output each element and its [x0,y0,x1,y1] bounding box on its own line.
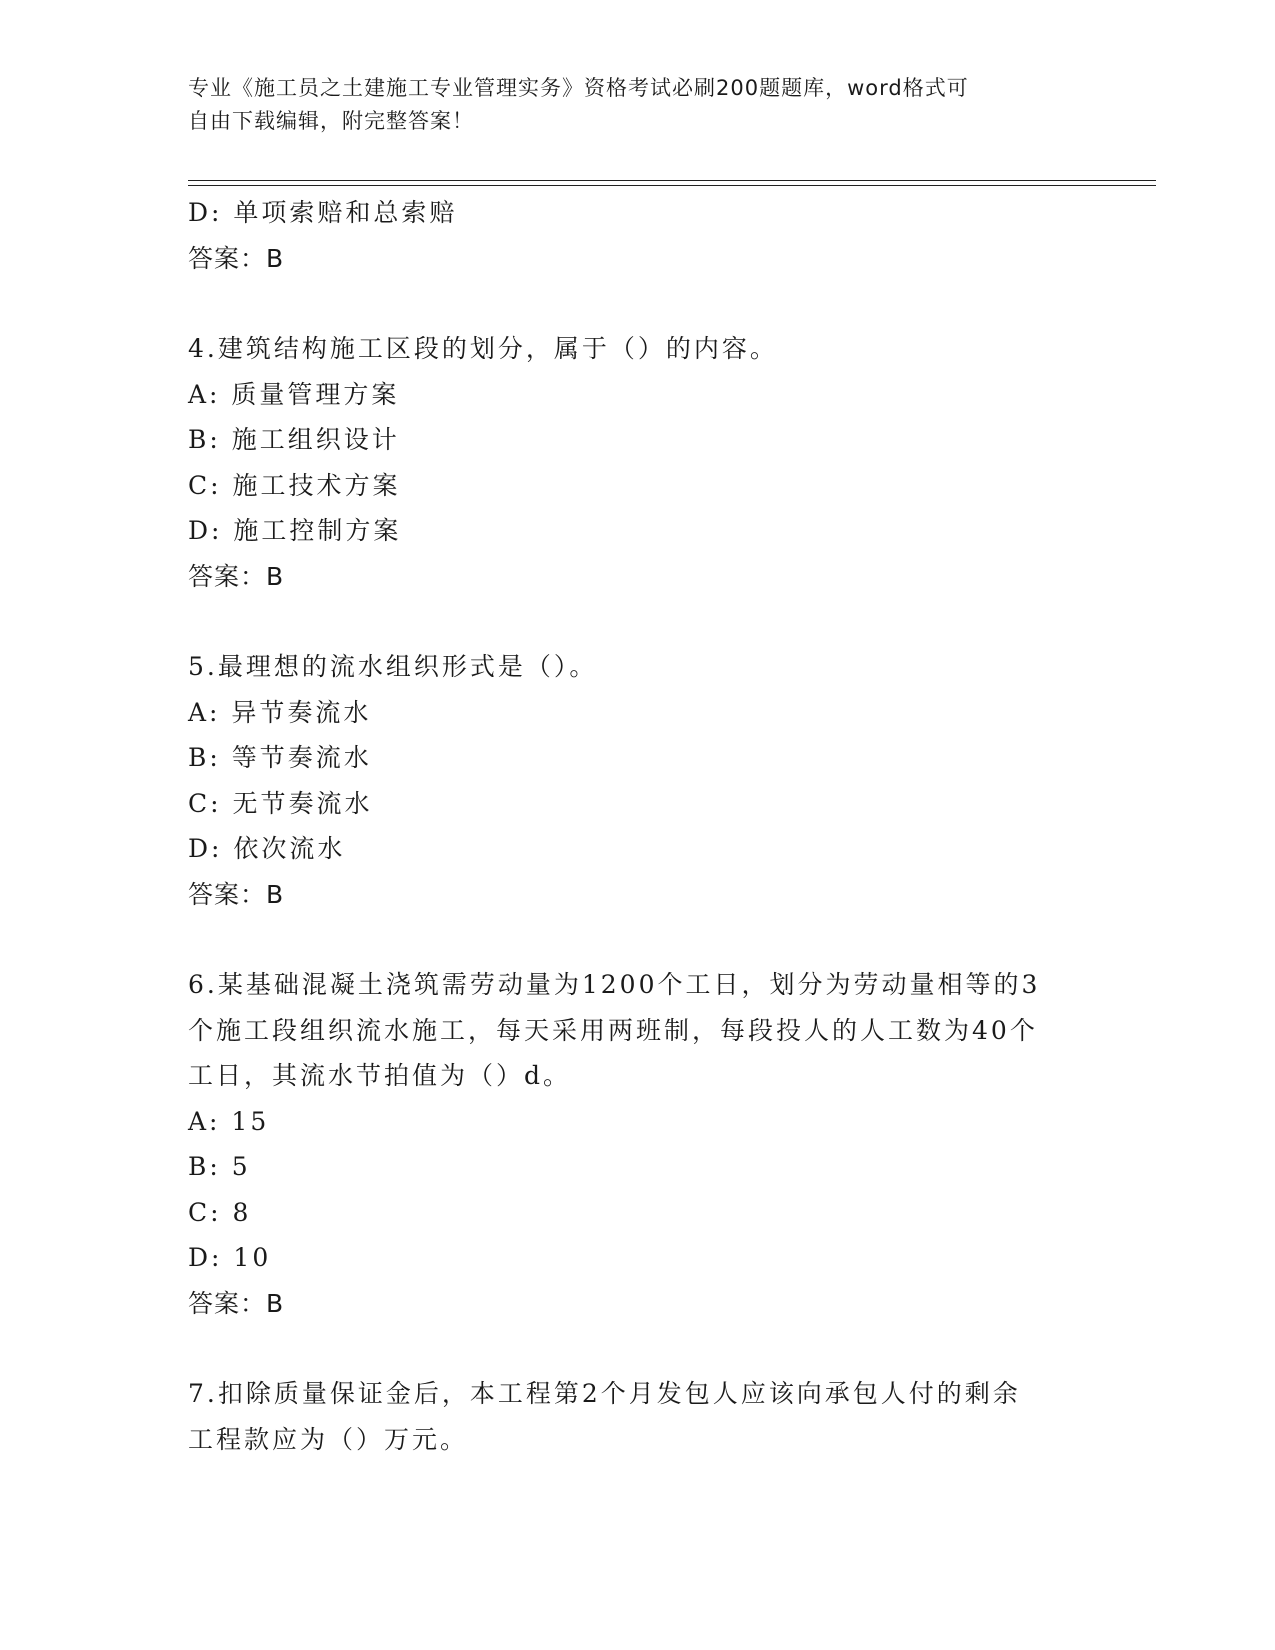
option-c: C: 8 [188,1197,252,1227]
answer-line: 答案：B [188,561,285,591]
header-divider-bottom [188,185,1156,186]
option-d: D: 施工控制方案 [188,516,402,545]
option-d: D: 依次流水 [188,834,346,863]
question-text: 5.最理想的流水组织形式是（）。 [188,652,598,681]
question-6 [188,962,1088,1326]
answer-line: 答案：B [188,243,285,273]
question-text-line-3: 工日，其流水节拍值为（）d。 [188,1061,572,1090]
header-line-2: 自由下载编辑，附完整答案！ [188,109,474,133]
document-header [188,72,1088,138]
answer-line: 答案：B [188,1288,285,1318]
question-text: 4.建筑结构施工区段的划分，属于（）的内容。 [188,334,778,363]
answer-line: 答案：B [188,879,285,909]
option-a: A: 异节奏流水 [188,697,372,727]
question-list [188,190,1088,1462]
question-text-line-2: 工程款应为（）万元。 [188,1424,469,1454]
question-text-line-1: 6.某基础混凝土浇筑需劳动量为1200个工日，划分为劳动量相等的3 [188,970,1041,999]
question-7 [188,1371,1088,1462]
option-a: A: 15 [188,1106,270,1136]
option-d: D: 单项索赔和总索赔 [188,198,458,227]
option-a: A: 质量管理方案 [188,379,400,409]
option-b: B: 等节奏流水 [188,743,372,772]
option-c: C: 施工技术方案 [188,470,401,500]
header-line-1: 专业《施工员之土建施工专业管理实务》资格考试必刷200题题库，word格式可 [188,76,969,100]
question-5 [188,644,1088,917]
option-c: C: 无节奏流水 [188,788,373,818]
header-divider-top [188,180,1156,181]
option-d: D: 10 [188,1243,272,1272]
option-b: B: 施工组织设计 [188,425,400,454]
question-text-line-1: 7.扣除质量保证金后，本工程第2个月发包人应该向承包人付的剩余 [188,1379,1021,1408]
carryover-block [188,190,1088,281]
option-b: B: 5 [188,1152,251,1181]
question-4 [188,326,1088,599]
question-text-line-2: 个施工段组织流水施工，每天采用两班制，每段投人的人工数为40个 [188,1015,1038,1045]
